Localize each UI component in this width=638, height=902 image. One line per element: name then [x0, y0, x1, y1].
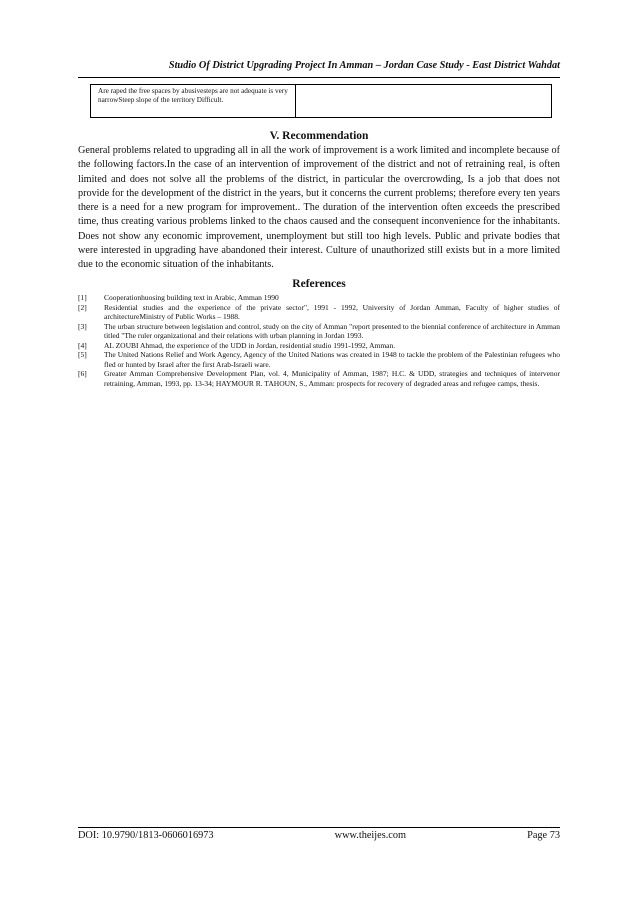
reference-text: The United Nations Relief and Work Agency, Agency of the United Nations was created in 1948 to tackle the problem of the Palestinian refugees who fled or hunted by Israel after the first Arab-Israeli ware.	[104, 350, 560, 369]
running-header: Studio Of District Upgrading Project In Amman – Jordan Case Study - East District Wahdat	[168, 60, 560, 71]
header-rule	[78, 77, 560, 78]
reference-number: [6]	[78, 369, 87, 379]
section-heading: V. Recommendation	[269, 130, 369, 142]
footer-doi: DOI: 10.9790/1813-0606016973	[78, 830, 214, 841]
references-heading: References	[292, 278, 346, 290]
reference-number: [3]	[78, 321, 87, 331]
footer-website: www.theijes.com	[334, 830, 407, 841]
reference-item	[78, 350, 560, 369]
reference-item	[78, 341, 560, 350]
reference-text: AL ZOUBI Ahmad, the experience of the UDD in Jordan, residential studio 1991-1992, Amman.	[104, 340, 396, 350]
reference-text: Cooperationhuosing building text in Arabic, Amman 1990	[104, 293, 279, 302]
reference-item	[78, 322, 560, 341]
reference-item	[78, 369, 560, 388]
reference-text: The urban structure between legislation and control, study on the city of Amman "report presented to the biennial conference of architecture in Amman titled "The ruler organizational and their relations with urban planning in Jordan 1993.	[104, 321, 560, 340]
table-cell-right	[296, 85, 551, 117]
reference-item	[78, 303, 560, 322]
footer-page-number: Page 73	[527, 830, 560, 841]
footer-rule	[78, 827, 560, 828]
reference-number: [2]	[78, 302, 87, 312]
reference-item	[78, 293, 560, 302]
references-list	[78, 293, 560, 388]
reference-text: Greater Amman Comprehensive Development Plan, vol. 4, Municipality of Amman, 1987; H.C. & UDD, strategies and techniques of intervenor retraining, Amman, 1993, pp. 13-34; HAYMOUR R. TAHOUN, S., Amman: prospects for recovery of degraded areas and refugee camps, thesis.	[104, 369, 560, 388]
recommendation-paragraph: General problems related to upgrading all in all the work of improvement is a work limited and incomplete because of the following factors.In the case of an intervention of improvement of the district and not of retraining real, is often limited and does not solve all the problems of the district, in particular the overcrowding, Is a job that does not provide for the development of the district in the years, but it concerns the current problems; therefore every ten years there is a need for a new program for improvement.. The duration of the intervention often exceeds the prescribed time, thus creating various problems linked to the chaos caused and the consequent inconvenience for the inhabitants. Does not show any economic improvement, unemployment but still too high levels. Public and private bodies that were interested in upgrading have abandoned their interest. Culture of unauthorized still exists but in a more limited due to the economic situation of the inhabitants.	[78, 145, 560, 271]
reference-text: Residential studies and the experience of the private sector", 1991 - 1992, University of Jordan Amman, Faculty of higher studies of architectureMinistry of Public Works – 1988.	[104, 302, 560, 321]
table-cell-left: Are raped the free spaces by abusivesteps are not adequate is very narrowSteep slope of the territory Difficult.	[91, 85, 296, 117]
reference-number: [5]	[78, 350, 87, 360]
reference-number: [1]	[78, 293, 87, 302]
reference-number: [4]	[78, 340, 87, 350]
page-footer	[78, 830, 560, 841]
continued-table	[90, 84, 552, 118]
